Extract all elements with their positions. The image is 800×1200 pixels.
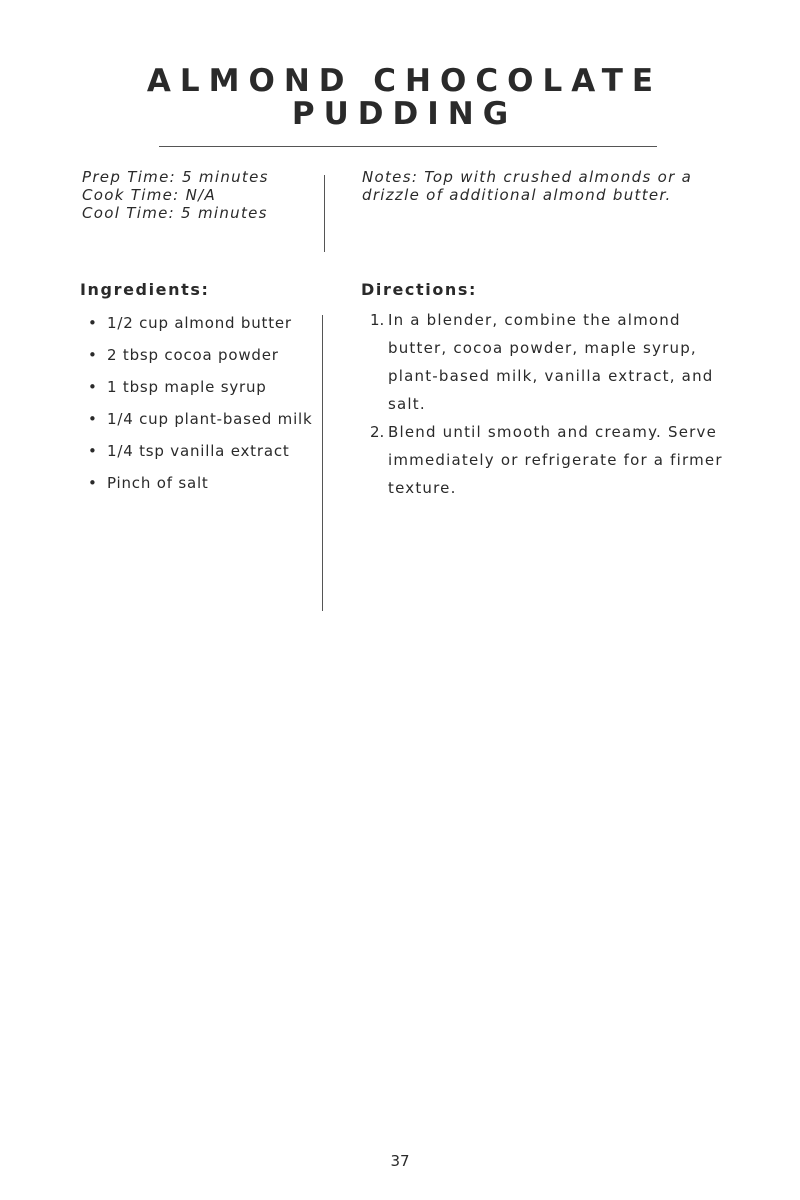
cool-time: Cool Time: 5 minutes bbox=[82, 204, 268, 222]
recipe-notes: Notes: Top with crushed almonds or a drizzle of additional almond butter. bbox=[362, 168, 693, 204]
ingredient-text: 2 tbsp cocoa powder bbox=[107, 346, 279, 364]
ingredient-text: 1/4 cup plant-based milk bbox=[107, 410, 313, 428]
step-text: Blend until smooth and creamy. Serve immediately or refrigerate for a firmer texture. bbox=[388, 423, 723, 497]
recipe-title-line-1: ALMOND CHOCOLATE bbox=[146, 63, 663, 99]
ingredient-item bbox=[88, 371, 313, 403]
ingredient-item bbox=[88, 403, 313, 435]
ingredient-item bbox=[88, 339, 313, 371]
direction-step bbox=[370, 418, 730, 502]
directions-list bbox=[370, 306, 730, 502]
bullet-icon: • bbox=[88, 314, 98, 332]
ingredients-vertical-divider bbox=[322, 315, 323, 611]
step-number: 2. bbox=[370, 423, 385, 441]
bullet-icon: • bbox=[88, 474, 98, 492]
ingredient-text: 1 tbsp maple syrup bbox=[107, 378, 267, 396]
bullet-icon: • bbox=[88, 410, 98, 428]
ingredient-text: 1/2 cup almond butter bbox=[107, 314, 292, 332]
ingredients-list bbox=[88, 307, 313, 499]
ingredient-text: Pinch of salt bbox=[107, 474, 209, 492]
step-number: 1. bbox=[370, 311, 385, 329]
bullet-icon: • bbox=[88, 378, 98, 396]
ingredient-text: 1/4 tsp vanilla extract bbox=[107, 442, 290, 460]
bullet-icon: • bbox=[88, 346, 98, 364]
ingredient-item bbox=[88, 435, 313, 467]
directions-heading: Directions: bbox=[361, 280, 478, 299]
cook-time: Cook Time: N/A bbox=[82, 186, 217, 204]
ingredient-item bbox=[88, 467, 313, 499]
prep-time: Prep Time: 5 minutes bbox=[82, 168, 269, 186]
ingredient-item bbox=[88, 307, 313, 339]
page-number: 37 bbox=[390, 1152, 410, 1170]
recipe-times bbox=[82, 168, 312, 222]
bullet-icon: • bbox=[88, 442, 98, 460]
direction-step bbox=[370, 306, 730, 418]
recipe-title-line-2: PUDDING bbox=[291, 96, 518, 132]
meta-vertical-divider bbox=[324, 175, 325, 252]
ingredients-heading: Ingredients: bbox=[80, 280, 210, 299]
step-text: In a blender, combine the almond butter, cocoa powder, maple syrup, plant-based milk, vanilla extract, and salt. bbox=[388, 311, 714, 413]
title-divider bbox=[159, 146, 657, 147]
